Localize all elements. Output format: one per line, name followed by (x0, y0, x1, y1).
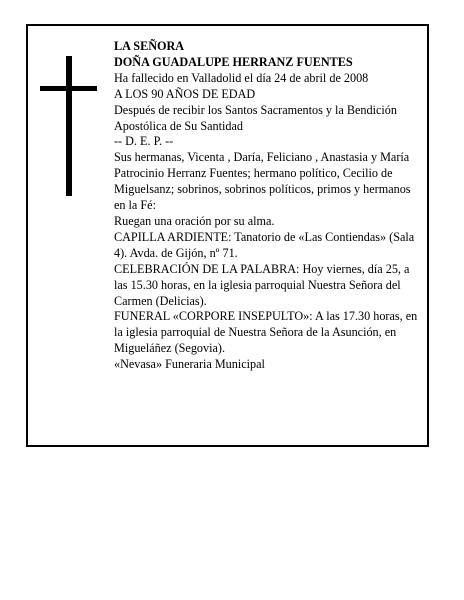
cross-horizontal-bar (40, 86, 97, 91)
family-line: Sus hermanas, Vicenta , Daría, Feliciano , Anastasia y María Patrocinio Herranz Fuentes; hermano político, Cecilio de Miguelsanz; sobrinos, sobrinos políticos, primos y hermanos en la Fé: (114, 150, 411, 213)
dep-line: -- D. E. P. -- (114, 134, 174, 149)
death-date-line: Ha fallecido en Valladolid el día 24 de abril de 2008 (114, 70, 369, 85)
obituary-text (114, 39, 424, 373)
funeral-home-line: «Nevasa» Funeraria Municipal (114, 357, 265, 372)
sacraments-line: Después de recibir los Santos Sacramentos y la Bendición Apostólica de Su Santidad (114, 102, 397, 133)
cross-vertical-bar (66, 56, 72, 196)
cross-icon (40, 56, 97, 196)
prayer-line: Ruegan una oración por su alma. (114, 213, 275, 228)
chapel-line: CAPILLA ARDIENTE: Tanatorio de «Las Contiendas» (Sala 4). Avda. de Gijón, nº 71. (114, 229, 415, 260)
deceased-name: DOÑA GUADALUPE HERRANZ FUENTES (114, 54, 353, 69)
funeral-line: FUNERAL «CORPORE INSEPULTO»: A las 17.30 horas, en la iglesia parroquial de Nuestra Señora de la Asunción, en Migueláñez (Segovia). (114, 309, 418, 356)
title-la-senora: LA SEÑORA (114, 39, 185, 53)
age-line: A LOS 90 AÑOS DE EDAD (114, 86, 256, 101)
celebration-line: CELEBRACIÓN DE LA PALABRA: Hoy viernes, día 25, a las 15.30 horas, en la iglesia parroquial Nuestra Señora del Carmen (Delicias). (114, 261, 410, 308)
